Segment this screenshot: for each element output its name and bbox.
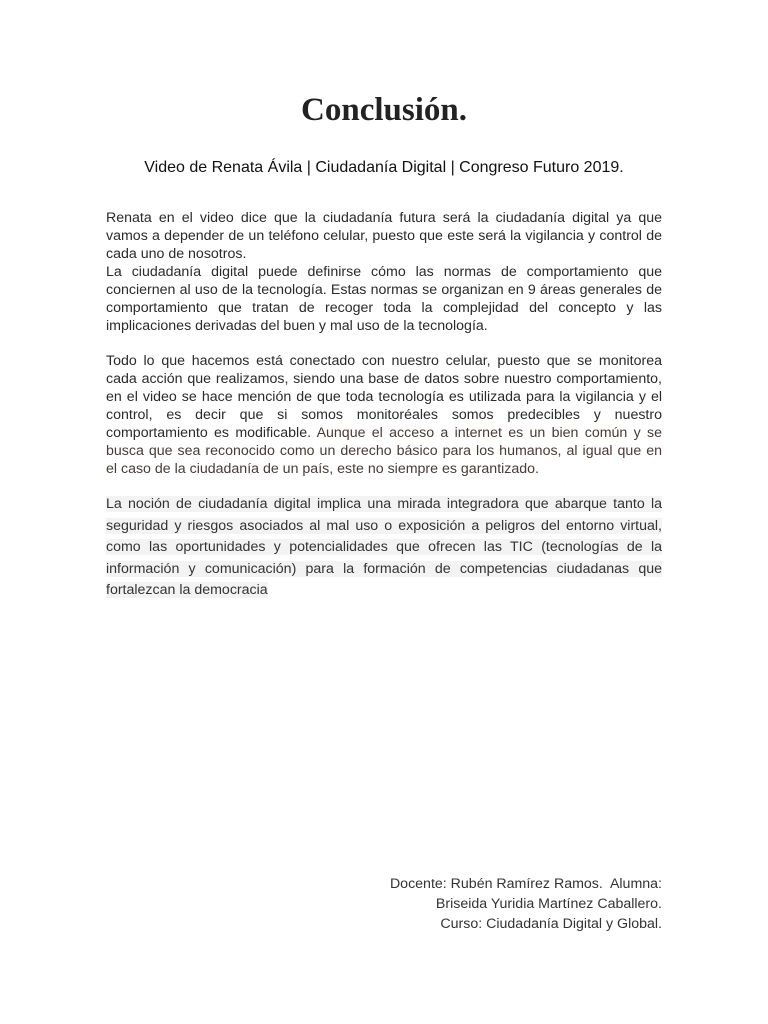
paragraph-3-part-a: Todo lo que hacemos está conectado con nuestro celular, puesto que se monitorea cada acción que realizamos, siendo una base de datos sobre nuestro comportamiento, en el video se hace mención de que toda tecnología es utilizada para la vigilancia y el control, es decir que si somos monitoréales somos predecibles y nuestro comportamiento es modificable.: [106, 353, 662, 441]
document-subtitle: Video de Renata Ávila | Ciudadanía Digital | Congreso Futuro 2019.: [144, 159, 624, 176]
paragraph-4: [106, 494, 662, 602]
paragraph-3: [106, 352, 662, 478]
signature-line-1: Docente: Rubén Ramírez Ramos. Alumna:: [389, 876, 662, 892]
signature-line-3: Curso: Ciudadanía Digital y Global.: [440, 916, 662, 932]
signature-line-2: Briseida Yuridia Martínez Caballero.: [435, 896, 662, 912]
paragraph-1: Renata en el video dice que la ciudadanía futura será la ciudadanía digital ya que vamos a depender de un teléfono celular, puesto que este será la vigilancia y control de cada uno de nosotros.: [106, 210, 662, 262]
paragraph-3-part-b: Aunque el acceso a internet es un bien común y se busca que sea reconocido como un derecho básico para los humanos, al igual que en el caso de la ciudadanía de un país, este no siempre es garantizado.: [106, 425, 662, 477]
paragraph-2: La ciudadanía digital puede definirse cómo las normas de comportamiento que conciernen al uso de la tecnología. Estas normas se organizan en 9 áreas generales de comportamiento que tratan de recoger toda la complejidad del concepto y las implicaciones derivadas del buen y mal uso de la tecnología.: [106, 264, 662, 334]
signature-block: [390, 874, 662, 934]
document-title: Conclusión.: [301, 92, 467, 128]
paragraph-4-text: La noción de ciudadanía digital implica una mirada integradora que abarque tanto la seguridad y riesgos asociados al mal uso o exposición a peligros del entorno virtual, como las oportunidades y potencialidades que ofrecen las TIC (tecnologías de la información y comunicación) para la formación de competencias ciudadanas que fortalezcan la democracia: [106, 496, 662, 598]
